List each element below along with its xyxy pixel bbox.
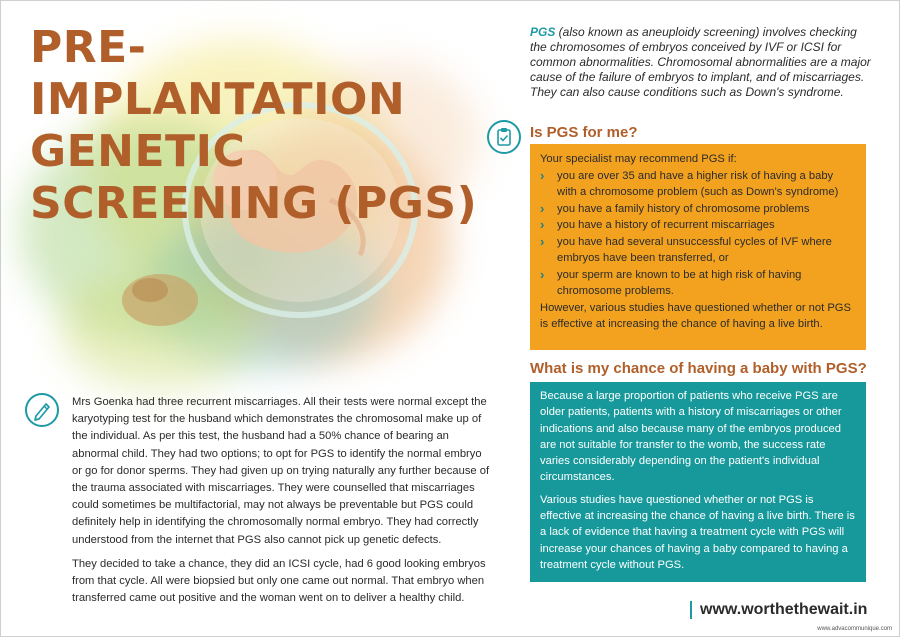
chevron-right-icon: › xyxy=(540,233,545,249)
recommend-intro: Your specialist may recommend PGS if: xyxy=(540,153,737,165)
recommend-outro: However, various studies have questioned whether or not PGS is effective at increasing the chance of having a live birth. xyxy=(540,301,851,330)
list-item: › you have had several unsuccessful cycles of IVF where embryos have been transferred, or xyxy=(540,233,832,264)
case-story xyxy=(72,394,492,614)
story-paragraph: Mrs Goenka had three recurrent miscarriages. All their tests were normal except the karyotyping test for the husband which demonstrates the chromosomal make up of the individual. As per this test, the husband had a 50% chance of bearing an abnormal child. They had two options; to opt for PGS to identify the normal embryo or go for donor sperms. They had given up on trying naturally any further because of the trauma associated with miscarriages. They were counselled that miscarriages could sometimes be multifactorial, may not always be preventable but PGS could definitely help in identifying the chromosomally normal embryo. They had correctly understood from the internet that PGS also cannot pick up genetic defects. xyxy=(72,396,490,546)
chance-box xyxy=(530,382,866,582)
is-pgs-for-me-heading: Is PGS for me? xyxy=(530,124,638,141)
story-paragraph: They decided to take a chance, they did an ICSI cycle, had 6 good looking embryos from that cycle. All were biopsied but only one came out normal. That embryo when transferred came out positive and the woman went on to deliver a healthy child. xyxy=(72,557,486,605)
chance-paragraph: Because a large proportion of patients who receive PGS are older patients, patients with a history of miscarriages or other indications and also because many of the embryos produced are not suitable for transfer to the womb, the success rate varies considerably depending on the patient's individual circumstances. xyxy=(540,390,842,484)
list-item: › your sperm are known to be at high risk of having chromosome problems. xyxy=(540,266,802,297)
chevron-right-icon: › xyxy=(540,167,545,183)
pen-icon xyxy=(25,393,59,427)
intro-text: (also known as aneuploidy screening) involves checking the chromosomes of embryos conceived by IVF or ICSI for common abnormalities. Chromosomal abnormalities are a major cause of the failure of embryos to implant, and of miscarriages. They can also cause conditions such as Down's syndrome. xyxy=(530,25,871,99)
chevron-right-icon: › xyxy=(540,200,545,216)
chance-paragraph: Various studies have questioned whether or not PGS is effective at increasing the chance of having a live birth. There is a lack of evidence that having a treatment cycle with PGS will increase your chances of having a baby compared to having a treatment cycle without PGS. xyxy=(540,493,855,571)
recommend-list xyxy=(540,168,856,300)
intro-paragraph xyxy=(530,25,875,100)
chevron-right-icon: › xyxy=(540,217,545,232)
clipboard-icon xyxy=(487,120,521,154)
page-title: PRE-IMPLANTATION GENETIC SCREENING (PGS) xyxy=(30,22,478,229)
list-item: › you have a family history of chromosome problems xyxy=(540,200,810,216)
website-link[interactable]: www.worthethewait.in xyxy=(690,601,867,619)
chevron-right-icon: › xyxy=(540,266,545,282)
chance-heading: What is my chance of having a baby with PGS? xyxy=(530,360,867,377)
list-item: › you have a history of recurrent miscarriages xyxy=(540,217,775,232)
list-item: › you are over 35 and have a higher risk of having a baby with a chromosome problem (such as Down's syndrome) xyxy=(540,167,839,198)
credit-text: www.advacommunique.com xyxy=(817,626,892,632)
intro-lead: PGS xyxy=(530,25,556,39)
is-pgs-for-me-box xyxy=(530,144,866,350)
